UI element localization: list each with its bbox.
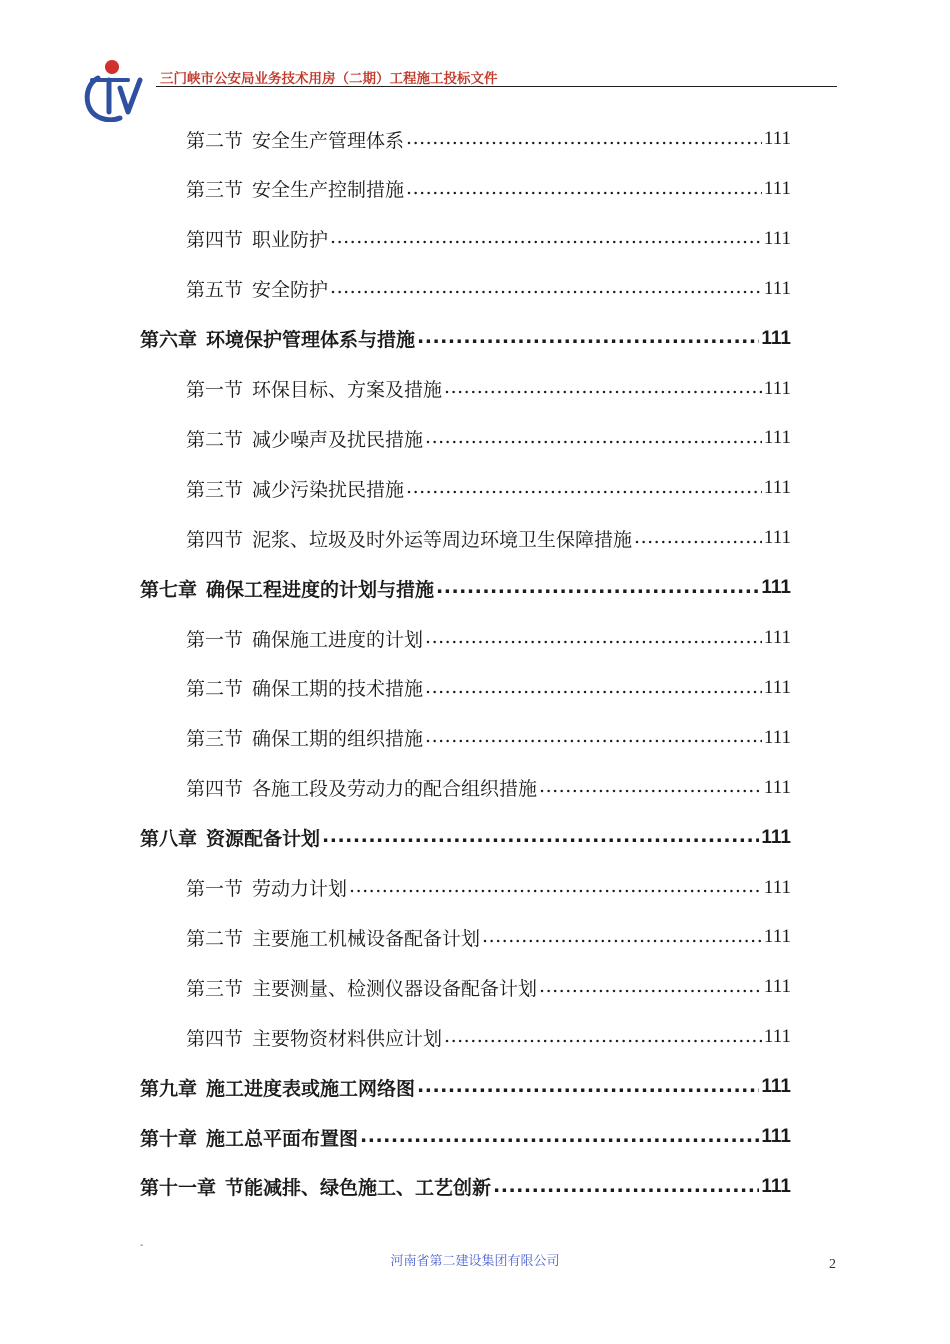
toc-leader-dots (406, 177, 762, 202)
toc-leader-dots (322, 825, 759, 850)
toc-leader-dots (417, 1075, 759, 1100)
toc-leader-dots (493, 1175, 759, 1200)
toc-entry-title: 确保工期的技术措施 (252, 678, 424, 701)
toc-leader-dots (330, 226, 762, 251)
toc-entry-title: 减少噪声及扰民措施 (252, 428, 424, 451)
toc-page-number: 111 (763, 726, 791, 748)
toc-section-row[interactable] (186, 912, 791, 962)
toc-section-row[interactable] (186, 114, 791, 164)
page-number: 2 (829, 1257, 836, 1272)
toc-entry-title: 确保施工进度的计划 (252, 628, 424, 651)
footer-company: 河南省第二建设集团有限公司 (390, 1254, 560, 1269)
toc-page-number: 111 (763, 377, 791, 399)
toc-section-row[interactable] (186, 1012, 791, 1062)
toc-chapter-row[interactable] (140, 563, 791, 613)
toc-leader-dots (360, 1125, 759, 1150)
toc-entry-title: 各施工段及劳动力的配合组织措施 (252, 778, 538, 801)
header-title: 三门峡市公安局业务技术用房（二期）工程施工投标文件 (160, 71, 498, 87)
toc-leader-dots (436, 576, 759, 601)
toc-entry-title: 泥浆、垃圾及时外运等周边环境卫生保障措施 (252, 528, 633, 551)
company-logo-icon (82, 58, 146, 122)
toc-leader-dots (634, 526, 762, 551)
toc-chapter-row[interactable] (140, 314, 791, 364)
toc-leader-dots (425, 626, 762, 651)
toc-entry-number: 第一节 (186, 379, 244, 401)
toc-chapter-row[interactable] (140, 1062, 791, 1112)
toc-leader-dots (406, 127, 762, 152)
toc-section-row[interactable] (186, 513, 791, 563)
toc-entry-title: 主要测量、检测仪器设备配备计划 (252, 977, 538, 1000)
toc-leader-dots (406, 476, 762, 501)
toc-entry-number: 第三节 (186, 478, 244, 501)
toc-chapter-row[interactable] (140, 1112, 791, 1162)
toc-leader-dots (482, 925, 762, 950)
toc-page-number: 111 (763, 277, 791, 299)
toc-leader-dots (417, 326, 759, 351)
toc-entry-title: 确保工期的组织措施 (252, 728, 424, 751)
toc-entry-number: 第五节 (186, 279, 244, 302)
toc-section-row[interactable] (186, 463, 791, 513)
toc-chapter-row[interactable] (140, 1162, 791, 1212)
toc-page-number: 111 (761, 1076, 791, 1098)
toc-page-number: 111 (763, 976, 791, 998)
toc-entry-title: 环保目标、方案及措施 (252, 379, 443, 401)
toc-entry-title: 施工总平面布置图 (206, 1127, 359, 1150)
toc-entry-title: 资源配备计划 (206, 828, 321, 851)
toc-section-row[interactable] (186, 264, 791, 314)
toc-page-number: 111 (761, 1175, 791, 1197)
toc-entry-title: 安全生产控制措施 (252, 179, 405, 202)
toc-page-number: 111 (763, 1026, 791, 1048)
toc-page-number: 111 (763, 227, 791, 249)
toc-entry-number: 第九章 (140, 1077, 198, 1100)
toc-section-row[interactable] (186, 713, 791, 763)
toc-page-number: 111 (761, 577, 791, 599)
toc-entry-title: 主要物资材料供应计划 (252, 1027, 443, 1050)
toc-page-number: 111 (763, 676, 791, 698)
toc-section-row[interactable] (186, 364, 791, 414)
toc-entry-number: 第十章 (140, 1127, 198, 1150)
toc-page-number: 111 (763, 776, 791, 798)
toc-entry-number: 第十一章 (140, 1177, 217, 1200)
toc-entry-number: 第八章 (140, 828, 198, 851)
toc-entry-number: 第一节 (186, 878, 244, 900)
toc-entry-title: 安全防护 (252, 279, 329, 302)
toc-entry-number: 第三节 (186, 977, 244, 1000)
toc-page-number: 111 (763, 427, 791, 449)
toc-entry-number: 第四节 (186, 229, 244, 252)
footer-mark: - (140, 1240, 144, 1251)
toc-entry-title: 减少污染扰民措施 (252, 478, 405, 501)
toc-entry-title: 确保工程进度的计划与措施 (206, 578, 435, 601)
toc-leader-dots (330, 276, 762, 301)
toc-leader-dots (444, 376, 762, 401)
toc-entry-number: 第三节 (186, 179, 244, 202)
toc-page-number: 111 (761, 826, 791, 848)
toc-entry-number: 第四节 (186, 1027, 244, 1050)
toc-entry-title: 施工进度表或施工网络图 (206, 1077, 416, 1100)
toc-entry-number: 第一节 (186, 628, 244, 651)
toc-leader-dots (425, 676, 762, 701)
toc-page-number: 111 (763, 926, 791, 948)
toc-section-row[interactable] (186, 962, 791, 1012)
toc-page-number: 111 (763, 177, 791, 199)
toc-entry-number: 第四节 (186, 778, 244, 801)
toc-leader-dots (349, 875, 762, 900)
toc-page-number: 111 (763, 128, 791, 149)
toc-section-row[interactable] (186, 214, 791, 264)
toc-entry-title: 节能减排、绿色施工、工艺创新 (225, 1177, 492, 1200)
toc-section-row[interactable] (186, 613, 791, 663)
toc-section-row[interactable] (186, 413, 791, 463)
toc-page-number: 111 (761, 1126, 791, 1147)
toc-page-number: 111 (761, 327, 791, 349)
toc-entry-title: 职业防护 (252, 229, 329, 252)
toc-entry-number: 第二节 (186, 927, 244, 950)
toc-section-row[interactable] (186, 663, 791, 713)
toc-entry-number: 第七章 (140, 578, 198, 601)
toc-section-row[interactable] (186, 863, 791, 913)
toc-leader-dots (539, 975, 762, 1000)
toc-page-number: 111 (763, 627, 791, 648)
toc-entry-title: 主要施工机械设备配备计划 (252, 927, 481, 950)
toc-entry-number: 第二节 (186, 129, 244, 152)
toc-entry-number: 第二节 (186, 428, 244, 451)
toc-leader-dots (444, 1025, 762, 1050)
toc-leader-dots (539, 775, 762, 800)
header-divider (156, 86, 837, 87)
toc-leader-dots (425, 725, 762, 750)
toc-entry-number: 第六章 (140, 329, 198, 352)
toc-section-row[interactable] (186, 164, 791, 214)
toc-page-number: 111 (763, 527, 791, 549)
toc-entry-number: 第二节 (186, 678, 244, 701)
toc-page-number: 111 (763, 876, 791, 898)
toc-leader-dots (425, 426, 762, 451)
toc-page-number: 111 (763, 477, 791, 499)
toc-entry-number: 第四节 (186, 528, 244, 551)
toc-section-row[interactable] (186, 763, 791, 813)
toc-entry-title: 劳动力计划 (252, 878, 348, 900)
toc-entry-title: 环境保护管理体系与措施 (206, 329, 416, 352)
toc-chapter-row[interactable] (140, 813, 791, 863)
toc-entry-title: 安全生产管理体系 (252, 129, 405, 152)
toc-entry-number: 第三节 (186, 728, 244, 751)
